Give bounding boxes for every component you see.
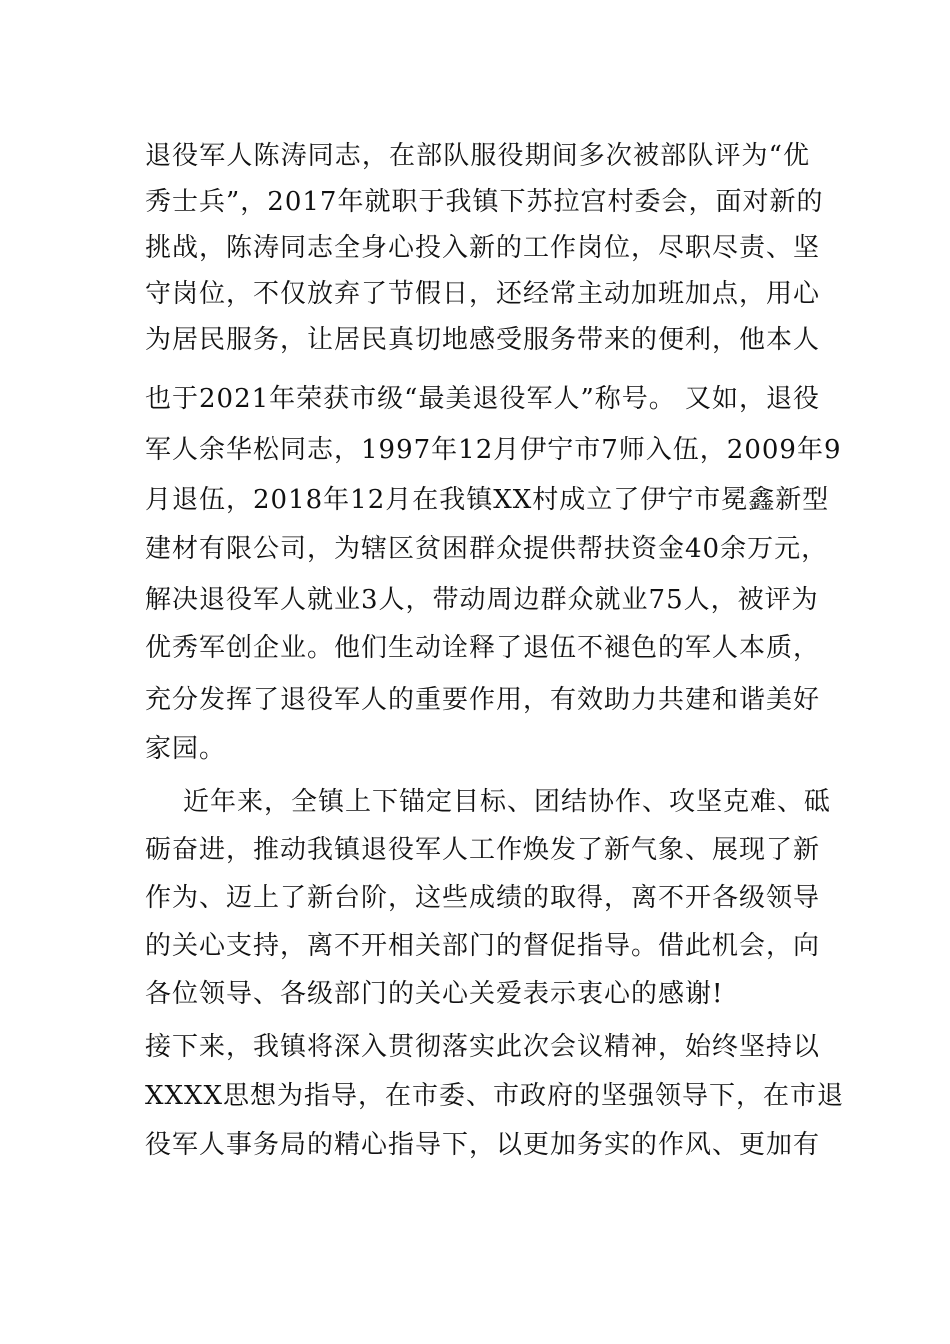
paragraph-1-line-12: 充分发挥了退役军人的重要作用，有效助力共建和谐美好 bbox=[145, 685, 821, 715]
paragraph-1-line-8: 月退伍，2018年12月在我镇XX村成立了伊宁市冕鑫新型 bbox=[145, 485, 830, 515]
paragraph-2-line-3: 作为、迈上了新台阶，这些成绩的取得，离不开各级领导 bbox=[145, 883, 821, 913]
paragraph-1-line-9: 建材有限公司，为辖区贫困群众提供帮扶资金40余万元， bbox=[145, 534, 829, 564]
paragraph-3-line-3: 役军人事务局的精心指导下，以更加务实的作风、更加有 bbox=[145, 1130, 821, 1160]
paragraph-1-line-11: 优秀军创企业。他们生动诠释了退伍不褪色的军人本质， bbox=[145, 633, 821, 663]
paragraph-1-line-5: 为居民服务，让居民真切地感受服务带来的便利，他本人 bbox=[145, 325, 821, 355]
paragraph-1-line-1: 退役军人陈涛同志，在部队服役期间多次被部队评为“优 bbox=[145, 141, 810, 171]
paragraph-2-line-1: 近年来，全镇上下锚定目标、团结协作、攻坚克难、砥 bbox=[183, 787, 832, 817]
paragraph-2-line-4: 的关心支持，离不开相关部门的督促指导。借此机会，向 bbox=[145, 931, 821, 961]
paragraph-3-line-2: XXXX思想为指导，在市委、市政府的坚强领导下，在市退 bbox=[145, 1081, 845, 1111]
paragraph-2-line-5: 各位领导、各级部门的关心关爱表示衷心的感谢! bbox=[145, 979, 724, 1009]
paragraph-1-line-6: 也于2021年荣获市级“最美退役军人”称号。 又如，退役 bbox=[145, 384, 821, 414]
paragraph-1-line-7: 军人余华松同志，1997年12月伊宁市7师入伍，2009年9 bbox=[145, 435, 842, 465]
paragraph-1-line-4: 守岗位，不仅放弃了节假日，还经常主动加班加点，用心 bbox=[145, 279, 821, 309]
paragraph-1-line-13: 家园。 bbox=[145, 734, 227, 764]
paragraph-2-line-2: 砺奋进，推动我镇退役军人工作焕发了新气象、展现了新 bbox=[145, 835, 821, 865]
paragraph-3-line-1: 接下来，我镇将深入贯彻落实此次会议精神，始终坚持以 bbox=[145, 1032, 821, 1062]
paragraph-1-line-2: 秀士兵”，2017年就职于我镇下苏拉宫村委会，面对新的 bbox=[145, 187, 824, 217]
paragraph-1-line-10: 解决退役军人就业3人，带动周边群众就业75人，被评为 bbox=[145, 585, 819, 615]
paragraph-1-line-3: 挑战，陈涛同志全身心投入新的工作岗位，尽职尽责、坚 bbox=[145, 233, 821, 263]
